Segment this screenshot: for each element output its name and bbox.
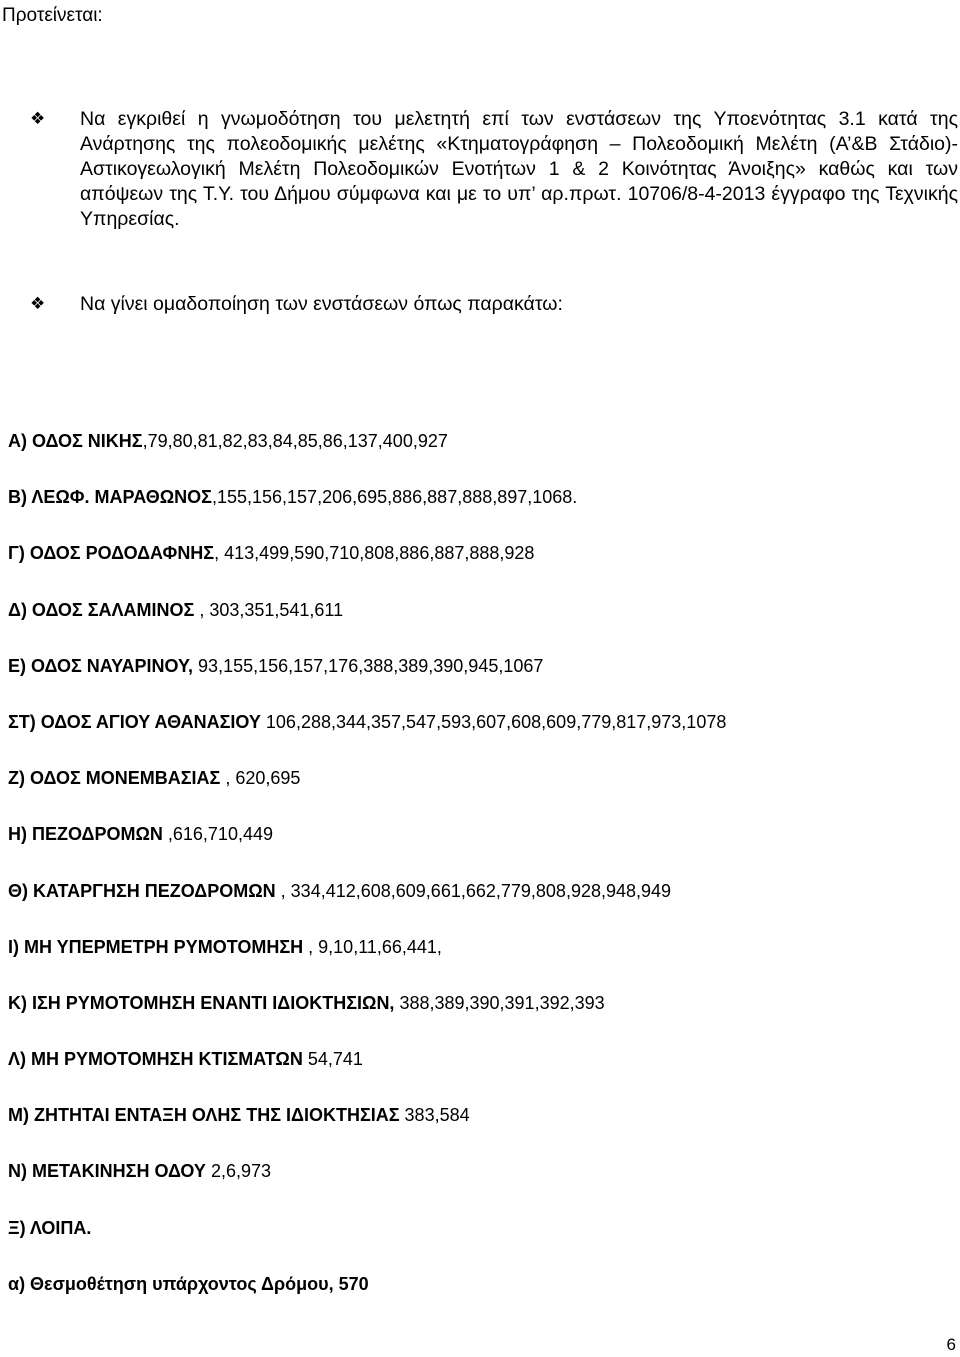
objection-group-label: Ε) ΟΔΟΣ ΝΑΥΑΡΙΝΟΥ,: [8, 655, 194, 676]
objection-group-label: Ζ) ΟΔΟΣ ΜΟΝΕΜΒΑΣΙΑΣ: [8, 768, 221, 789]
objection-group-label: ΣΤ) ΟΔΟΣ ΑΓΙΟΥ ΑΘΑΝΑΣΙΟΥ: [8, 711, 261, 732]
objection-numbers: 93,155,156,157,176,388,389,390,945,1067: [193, 655, 544, 676]
objection-numbers: 383,584: [399, 1105, 470, 1126]
diamond-bullet-icon: ❖: [30, 109, 46, 129]
objection-numbers: , 334,412,608,609,661,662,779,808,928,948,949: [275, 880, 672, 901]
list-item: [8, 991, 726, 1047]
objection-numbers: , 413,499,590,710,808,886,887,888,928: [214, 543, 535, 564]
list-item: [8, 1103, 726, 1159]
objection-group-label: Μ) ΖΗΤΗΤΑΙ ΕΝΤΑΞΗ ΟΛΗΣ ΤΗΣ ΙΔΙΟΚΤΗΣΙΑΣ: [8, 1105, 400, 1126]
objection-numbers: 2,6,973: [205, 1161, 271, 1182]
page-heading: Προτείνεται:: [2, 5, 103, 26]
objection-group-label: Ν) ΜΕΤΑΚΙΝΗΣΗ ΟΔΟΥ: [8, 1161, 206, 1182]
list-item: [8, 935, 726, 991]
diamond-bullet-icon: ❖: [30, 294, 46, 314]
list-item: [8, 1047, 726, 1103]
objection-numbers: ,616,710,449: [162, 824, 273, 845]
objection-numbers: ,155,156,157,206,695,886,887,888,897,1068.: [211, 487, 578, 508]
objection-group-label: Ι) ΜΗ ΥΠΕΡΜΕΤΡΗ ΡΥΜΟΤΟΜΗΣΗ: [8, 936, 304, 957]
objection-group-label: Η) ΠΕΖΟΔΡΟΜΩΝ: [8, 824, 163, 845]
objection-group-label: Κ) ΙΣΗ ΡΥΜΟΤΟΜΗΣΗ ΕΝΑΝΤΙ ΙΔΙΟΚΤΗΣΙΩΝ,: [8, 992, 395, 1013]
objection-group-label: Β) ΛΕΩΦ. ΜΑΡΑΘΩΝΟΣ: [8, 487, 212, 508]
list-item: [8, 485, 726, 541]
objection-group-label: Ξ) ΛΟΙΠΑ.: [8, 1217, 92, 1238]
objection-numbers: , 9,10,11,66,441,: [303, 936, 442, 957]
objection-numbers: 388,389,390,391,392,393: [394, 992, 605, 1013]
page-number: 6: [946, 1335, 956, 1354]
list-item: [8, 654, 726, 710]
objection-groups-list: [8, 429, 726, 1328]
list-item: [8, 1216, 726, 1272]
objection-numbers: 106,288,344,357,547,593,607,608,609,779,817,973,1078: [260, 711, 727, 732]
objection-group-label: Θ) ΚΑΤΑΡΓΗΣΗ ΠΕΖΟΔΡΟΜΩΝ: [8, 880, 276, 901]
proposal-bullet-approval: [30, 107, 960, 232]
list-item: [8, 429, 726, 485]
grouping-text: Να γίνει ομαδοποίηση των ενστάσεων όπως παρακάτω:: [80, 293, 563, 315]
proposal-bullet-grouping: [30, 292, 960, 317]
list-item: [8, 598, 726, 654]
objection-group-label: Δ) ΟΔΟΣ ΣΑΛΑΜΙΝΟΣ: [8, 599, 195, 620]
objection-numbers: , 620,695: [220, 768, 301, 789]
approval-text: Να εγκριθεί η γνωμοδότηση του μελετητή επί των ενστάσεων της Υποενότητας 3.1 κατά της Ανάρτησης της πολεοδομικής μελέτης «Κτηματογράφηση – Πολεοδομική Μελέτη (Α’&Β Στάδιο)-Αστικογεωλογική Μελέτη Πολεοδομικών Ενοτήτων 1 & 2 Κοινότητας Άνοιξης» καθώς και των απόψεων της Τ.Υ. του Δήμου σύμφωνα και με το υπ’ αρ.πρωτ. 10706/8-4-2013 έγγραφο της Τεχνικής Υπηρεσίας.: [80, 108, 958, 230]
objection-numbers: ,79,80,81,82,83,84,85,86,137,400,927: [142, 431, 448, 451]
objection-numbers: , 303,351,541,611: [194, 599, 344, 620]
objection-group-label: Α) ΟΔΟΣ ΝΙΚΗΣ: [8, 431, 143, 451]
objection-group-label: α) Θεσμοθέτηση υπάρχοντος Δρόμου, 570: [8, 1273, 369, 1294]
list-item: [8, 822, 726, 878]
list-item: [8, 1159, 726, 1215]
list-item: [8, 710, 726, 766]
list-item: [8, 541, 726, 597]
list-item: [8, 766, 726, 822]
objection-group-label: Λ) ΜΗ ΡΥΜΟΤΟΜΗΣΗ ΚΤΙΣΜΑΤΩΝ: [8, 1049, 303, 1070]
objection-group-label: Γ) ΟΔΟΣ ΡΟΔΟΔΑΦΝΗΣ: [8, 543, 215, 564]
list-item: [8, 879, 726, 935]
list-item: [8, 1272, 726, 1328]
objection-numbers: 54,741: [302, 1049, 363, 1070]
